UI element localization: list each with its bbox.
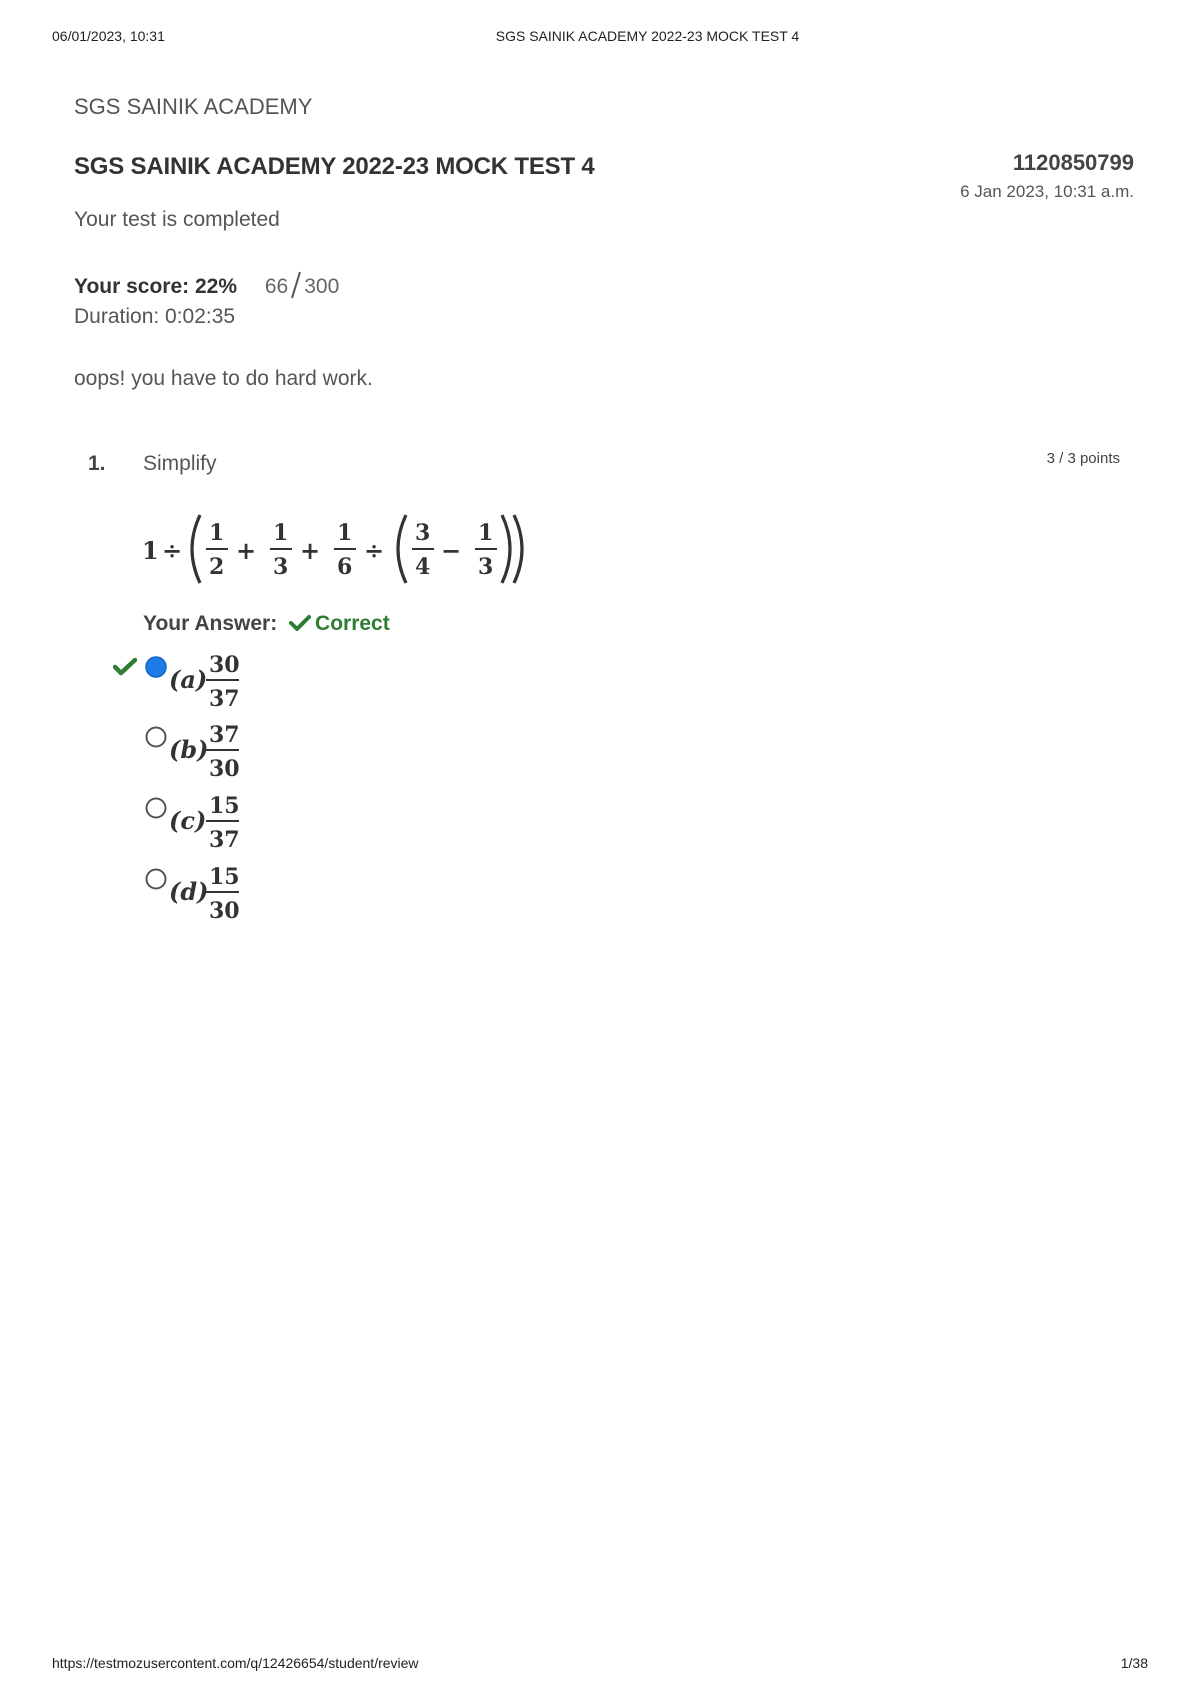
option-c-den: 37 (209, 827, 240, 853)
check-icon (289, 614, 311, 632)
expr-f5-den: 3 (478, 554, 494, 580)
duration: Duration: 0:02:35 (74, 305, 236, 328)
radio-unselected-icon[interactable] (145, 868, 167, 890)
option-b-num: 37 (209, 722, 240, 748)
option-d-label: (d) (169, 877, 209, 906)
correct-check-icon (113, 658, 137, 676)
score-total: 300 (304, 275, 340, 298)
expr-div-1: ÷ (162, 536, 183, 565)
option-d-num: 15 (209, 864, 240, 890)
option-b-label: (b) (169, 735, 209, 764)
option-d[interactable] (145, 860, 345, 924)
question-expression (140, 505, 590, 593)
option-b[interactable] (145, 718, 345, 782)
radio-unselected-icon[interactable] (145, 797, 167, 819)
right-paren-inner (502, 515, 510, 583)
question-text: Simplify (143, 452, 217, 475)
question-number: 1. (88, 452, 106, 475)
option-b-math (169, 718, 309, 782)
option-a[interactable] (145, 648, 345, 712)
expr-f3-den: 6 (337, 554, 353, 580)
expr-f4-num: 3 (415, 520, 431, 546)
expr-plus-1: + (236, 536, 257, 565)
expr-div-2: ÷ (364, 536, 385, 565)
expr-lead: 1 (142, 536, 159, 565)
expr-plus-2: + (300, 536, 321, 565)
test-id: 1120850799 (1012, 150, 1134, 175)
left-paren-inner (398, 515, 406, 583)
option-c-math (169, 789, 309, 853)
print-url: https://testmozusercontent.com/q/12426654/student/review (52, 1655, 419, 1671)
print-footer (52, 1655, 1148, 1675)
your-answer-line (143, 612, 390, 636)
print-page-title: SGS SAINIK ACADEMY 2022-23 MOCK TEST 4 (495, 28, 800, 44)
option-a-math (169, 648, 309, 712)
right-paren-outer (514, 515, 522, 583)
expr-f4-den: 4 (415, 554, 431, 580)
option-b-den: 30 (209, 756, 240, 782)
option-d-den: 30 (209, 898, 240, 924)
expr-f1-den: 2 (209, 554, 225, 580)
option-a-label: (a) (169, 665, 208, 694)
print-header (52, 28, 1148, 48)
option-a-den: 37 (209, 686, 240, 712)
left-paren-outer (192, 515, 200, 583)
test-status: Your test is completed (74, 208, 280, 231)
score-percent: 22% (195, 275, 238, 298)
option-c[interactable] (145, 789, 345, 853)
question-points: 3 / 3 points (1046, 450, 1120, 467)
radio-unselected-icon[interactable] (145, 726, 167, 748)
slash-icon (288, 271, 304, 299)
org-name: SGS SAINIK ACADEMY (74, 94, 313, 119)
feedback-message: oops! you have to do hard work. (74, 367, 373, 390)
expr-f2-den: 3 (273, 554, 289, 580)
radio-selected-icon[interactable] (145, 656, 167, 678)
expr-f5-num: 1 (478, 520, 494, 546)
score-obtained: 66 (264, 275, 289, 298)
expr-minus: − (441, 536, 462, 565)
answer-result: Correct (315, 612, 390, 635)
test-date: 6 Jan 2023, 10:31 a.m. (960, 182, 1134, 201)
score-fraction (265, 275, 339, 298)
test-title: SGS SAINIK ACADEMY 2022-23 MOCK TEST 4 (74, 153, 595, 180)
your-answer-label: Your Answer: (143, 612, 278, 635)
expr-f1-num: 1 (209, 520, 225, 546)
option-c-label: (c) (169, 806, 207, 835)
option-a-num: 30 (209, 652, 240, 678)
option-c-num: 15 (209, 793, 240, 819)
score-label: Your score: (74, 275, 190, 298)
expr-f2-num: 1 (273, 520, 289, 546)
score-line (74, 265, 339, 299)
option-d-math (169, 860, 309, 924)
print-page-number: 1/38 (1120, 1655, 1148, 1671)
expr-f3-num: 1 (337, 520, 353, 546)
print-datetime: 06/01/2023, 10:31 (52, 28, 165, 44)
